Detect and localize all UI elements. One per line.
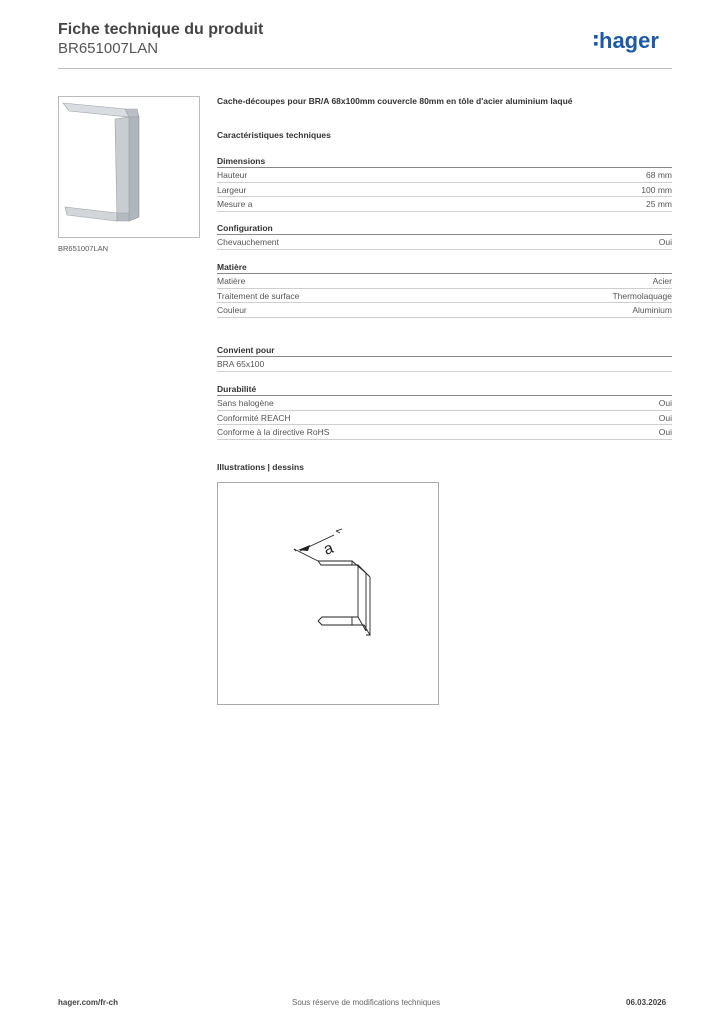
section-title: Configuration bbox=[217, 222, 672, 235]
spec-value: Oui bbox=[658, 398, 672, 408]
spec-row bbox=[217, 168, 672, 183]
spec-value: Oui bbox=[658, 237, 672, 247]
spec-label: Sans halogène bbox=[217, 398, 274, 408]
spec-row bbox=[217, 289, 672, 304]
section-material bbox=[217, 261, 672, 318]
spec-value: 100 mm bbox=[641, 184, 672, 195]
spec-label: Largeur bbox=[217, 184, 247, 195]
spec-row bbox=[217, 303, 672, 318]
spec-value: Aluminium bbox=[632, 305, 672, 315]
spec-row bbox=[217, 183, 672, 198]
section-title: Convient pour bbox=[217, 344, 672, 357]
section-configuration bbox=[217, 222, 672, 250]
spec-value: Thermolaquage bbox=[612, 290, 672, 301]
page-title: Fiche technique du produit bbox=[58, 21, 264, 38]
spec-row bbox=[217, 197, 672, 212]
spec-row bbox=[217, 411, 672, 426]
spec-value: Oui bbox=[658, 412, 672, 423]
section-compatible bbox=[217, 344, 672, 372]
hager-logo bbox=[594, 27, 674, 62]
illustrations-heading: Illustrations | dessins bbox=[217, 462, 304, 472]
section-title: Durabilité bbox=[217, 383, 672, 396]
header-divider bbox=[58, 68, 672, 69]
spec-row bbox=[217, 235, 672, 250]
characteristics-heading: Caractéristiques techniques bbox=[217, 130, 331, 140]
product-image bbox=[58, 96, 200, 238]
spec-value: Acier bbox=[652, 276, 672, 286]
spec-row bbox=[217, 396, 672, 411]
spec-label: BRA 65x100 bbox=[217, 359, 265, 369]
section-sustainability bbox=[217, 383, 672, 440]
spec-value: 68 mm bbox=[646, 170, 672, 180]
spec-row bbox=[217, 425, 672, 440]
spec-label: Conformité REACH bbox=[217, 412, 291, 423]
technical-drawing bbox=[217, 482, 439, 705]
spec-row bbox=[217, 274, 672, 289]
product-code: BR651007LAN bbox=[58, 40, 159, 57]
section-title: Dimensions bbox=[217, 155, 672, 168]
section-dimensions bbox=[217, 155, 672, 212]
footer-date: 06.03.2026 bbox=[626, 998, 667, 1007]
footer-website: hager.com/fr-ch bbox=[58, 998, 119, 1007]
spec-label: Chevauchement bbox=[217, 237, 279, 247]
spec-label: Couleur bbox=[217, 305, 247, 315]
spec-label: Matière bbox=[217, 276, 246, 286]
image-caption: BR651007LAN bbox=[58, 244, 109, 253]
spec-label: Mesure a bbox=[217, 199, 253, 209]
footer-notice: Sous réserve de modifications techniques bbox=[292, 998, 441, 1007]
spec-value: 25 mm bbox=[646, 199, 672, 209]
spec-row bbox=[217, 357, 672, 372]
section-title: Matière bbox=[217, 261, 672, 274]
spec-label: Hauteur bbox=[217, 170, 248, 180]
spec-label: Conforme à la directive RoHS bbox=[217, 427, 330, 437]
dimension-label: a bbox=[321, 539, 336, 559]
logo-text: hager bbox=[599, 28, 659, 53]
spec-value: Oui bbox=[658, 427, 672, 437]
spec-label: Traitement de surface bbox=[217, 290, 300, 301]
product-description: Cache-découpes pour BR/A 68x100mm couvercle 80mm en tôle d'acier aluminium laqué bbox=[217, 96, 573, 106]
